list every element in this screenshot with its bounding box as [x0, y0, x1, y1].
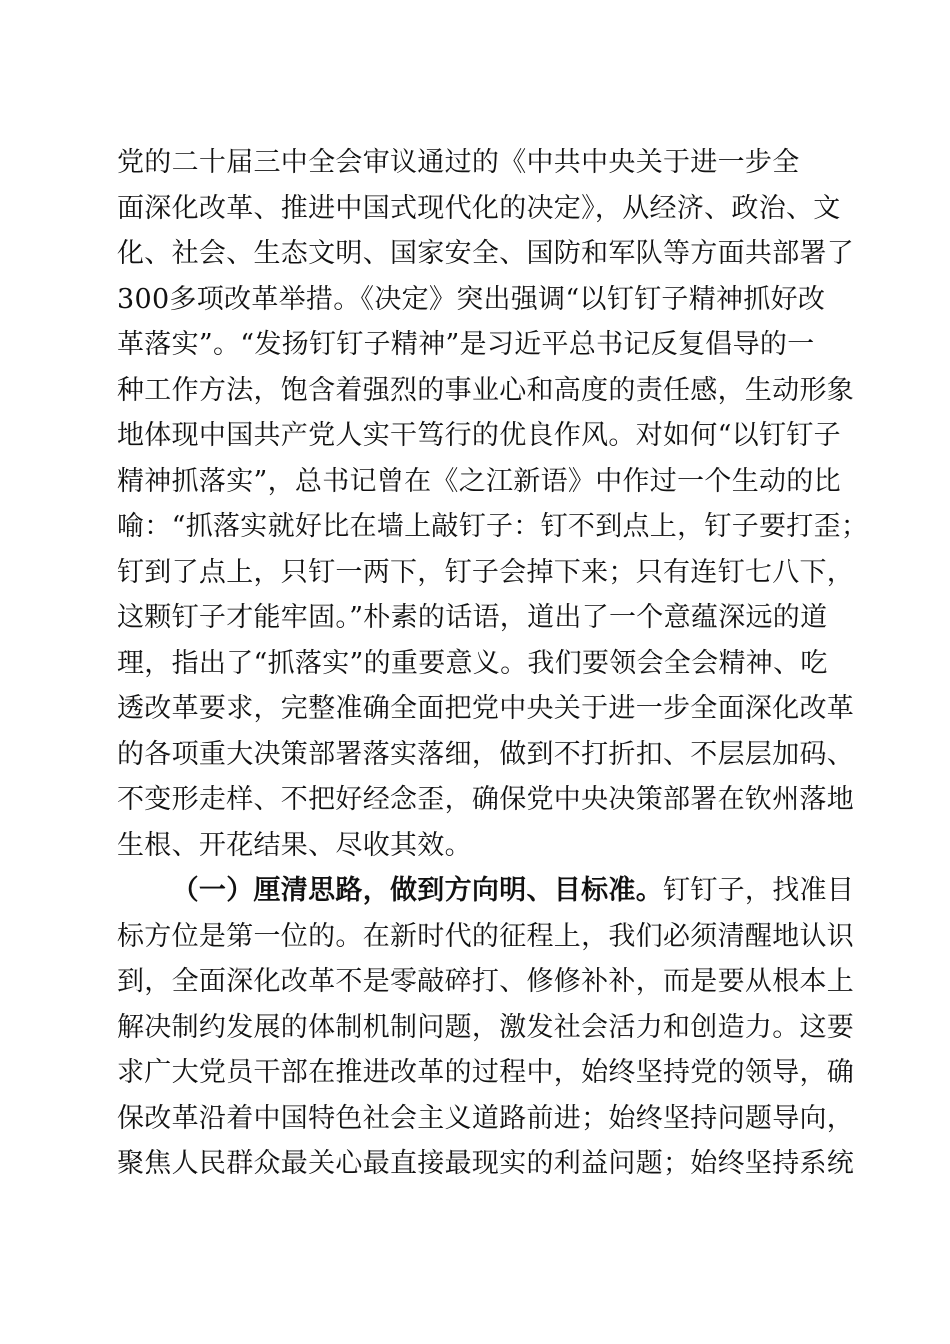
section-heading-line — [117, 868, 855, 914]
section-heading: （一）厘清思路，做到方向明、目标准。 — [171, 875, 664, 906]
paragraph-line: 求广大党员干部在推进改革的过程中，始终坚持党的领导，确 — [117, 1057, 855, 1088]
paragraph-line: 这颗钉子才能牢固。”朴素的话语，道出了一个意蕴深远的道 — [117, 602, 828, 633]
paragraph-line: 不变形走样、不把好经念歪，确保党中央决策部署在钦州落地 — [117, 784, 855, 815]
paragraph-line: 到，全面深化改革不是零敲碎打、修修补补，而是要从根本上 — [117, 966, 855, 997]
paragraph-line: 化、社会、生态文明、国家安全、国防和军队等方面共部署了 — [117, 238, 855, 269]
paragraph-line: 标方位是第一位的。在新时代的征程上，我们必须清醒地认识 — [117, 920, 855, 952]
paragraph-line: 种工作方法，饱含着强烈的事业心和高度的责任感，生动形象 — [117, 374, 855, 406]
paragraph-line: 保改革沿着中国特色社会主义道路前进；始终坚持问题导向， — [117, 1102, 855, 1134]
paragraph-line: 精神抓落实”，总书记曾在《之江新语》中作过一个生动的比 — [117, 465, 841, 497]
paragraph-line: 理，指出了“抓落实”的重要意义。我们要领会全会精神、吃 — [117, 647, 828, 679]
paragraph-line: 生根、开花结果、尽收其效。 — [117, 829, 472, 861]
section-heading-tail: 钉钉子，找准目 — [663, 875, 855, 906]
paragraph-line: 党的二十届三中全会审议通过的《中共中央关于进一步全 — [117, 147, 800, 178]
body-text — [117, 140, 869, 1187]
paragraph-line: 的各项重大决策部署落实落细，做到不打折扣、不层层加码、 — [117, 738, 855, 770]
paragraph-line: 地体现中国共产党人实干笃行的优良作风。对如何“以钉钉子 — [117, 420, 841, 451]
paragraph-line: 300多项改革举措。《决定》突出强调“以钉钉子精神抓好改 — [117, 283, 826, 315]
paragraph-line: 喻：“抓落实就好比在墙上敲钉子：钉不到点上，钉子要打歪； — [117, 511, 869, 542]
paragraph-line: 透改革要求，完整准确全面把党中央关于进一步全面深化改革 — [117, 693, 855, 724]
paragraph-line: 钉到了点上，只钉一两下，钉子会掉下来；只有连钉七八下， — [117, 556, 855, 588]
paragraph-line: 聚焦人民群众最关心最直接最现实的利益问题；始终坚持系统 — [117, 1148, 855, 1179]
paragraph-line: 解决制约发展的体制机制问题，激发社会活力和创造力。这要 — [117, 1011, 855, 1043]
paragraph-line: 面深化改革、推进中国式现代化的决定》，从经济、政治、文 — [117, 192, 841, 224]
paragraph-line: 革落实”。“发扬钉钉子精神”是习近平总书记反复倡导的一 — [117, 329, 815, 360]
